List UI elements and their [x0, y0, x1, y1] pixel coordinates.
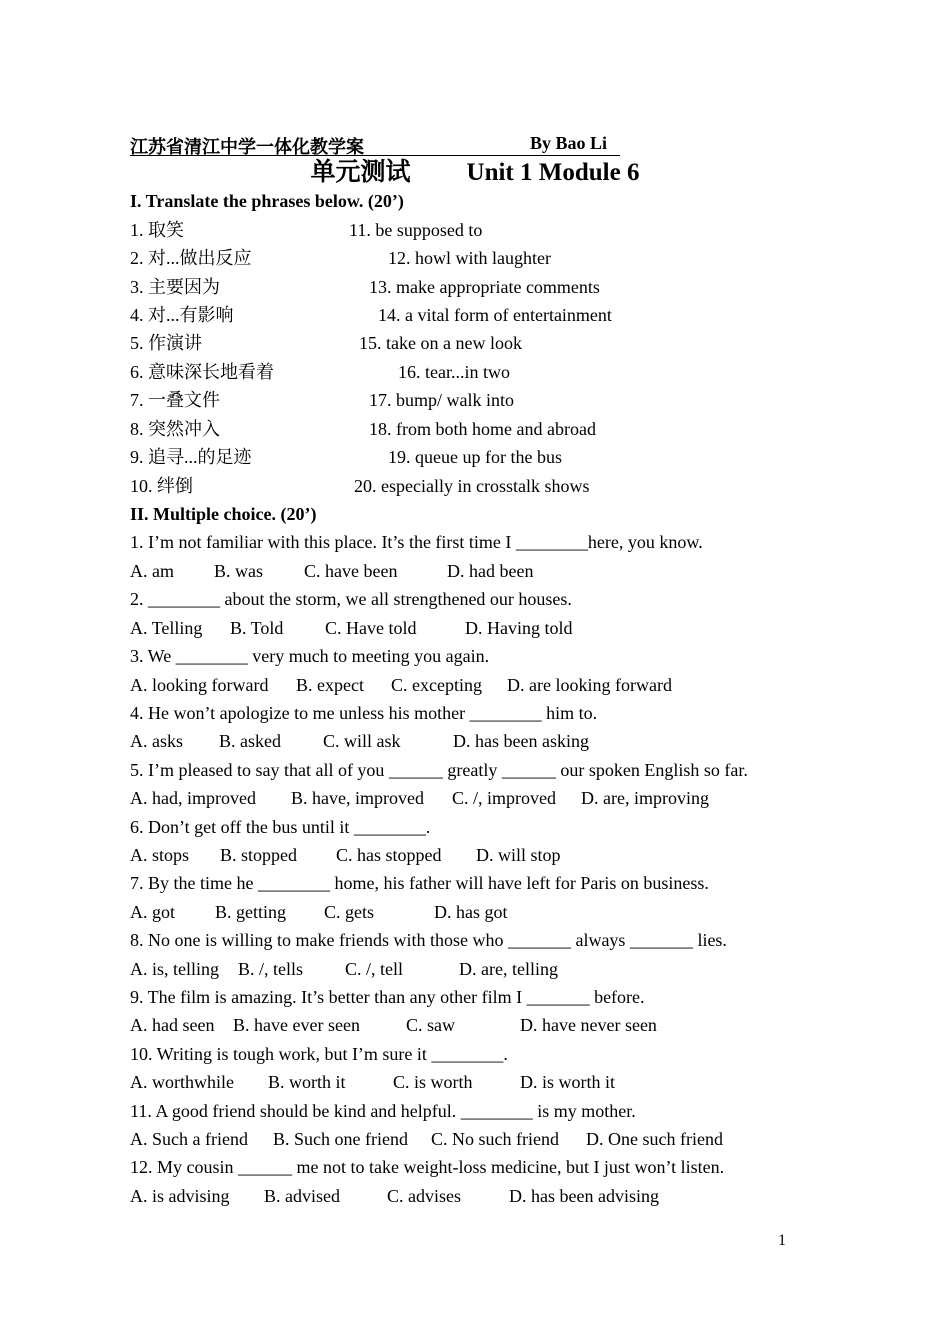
title-en: Unit 1 Module 6 — [466, 159, 640, 186]
phrase-item: 1. 取笑 — [130, 220, 184, 240]
phrase-item: 6. 意味深长地看着 — [130, 362, 274, 382]
section-2-heading: II. Multiple choice. (20’) — [130, 504, 317, 524]
option: B. advised — [264, 1186, 340, 1206]
option: D. are looking forward — [507, 675, 672, 695]
option: D. are, telling — [459, 959, 558, 979]
option: B. have ever seen — [233, 1015, 360, 1035]
option: C. has stopped — [336, 845, 442, 865]
option: B. expect — [296, 675, 364, 695]
option: C. advises — [387, 1186, 461, 1206]
option: A. had, improved — [130, 788, 256, 808]
option: A. stops — [130, 845, 190, 865]
phrase-item: 12. howl with laughter — [388, 248, 551, 268]
option: D. has been advising — [509, 1186, 659, 1206]
phrase-item: 15. take on a new look — [359, 333, 522, 353]
phrase-item: 8. 突然冲入 — [130, 419, 220, 439]
option: D. have never seen — [520, 1015, 657, 1035]
option: B. asked — [219, 731, 281, 751]
page-title — [0, 157, 950, 189]
option: D. will stop — [476, 845, 561, 865]
option: D. has been asking — [453, 731, 589, 751]
option: C. /, tell — [345, 959, 403, 979]
option: A. Such a friend — [130, 1129, 248, 1149]
option: D. Having told — [465, 618, 573, 638]
option: B. stopped — [220, 845, 298, 865]
option: A. looking forward — [130, 675, 269, 695]
option: C. gets — [324, 902, 375, 922]
option: A. Telling — [130, 618, 203, 638]
option: C. /, improved — [452, 788, 556, 808]
author-name: By Bao Li — [530, 133, 608, 153]
option: D. One such friend — [586, 1129, 723, 1149]
option: A. got — [130, 902, 175, 922]
document-header — [130, 133, 620, 156]
option: C. will ask — [323, 731, 401, 751]
question-text: 3. We ________ very much to meeting you again. — [130, 646, 490, 666]
question-text: 2. ________ about the storm, we all strengthened our houses. — [130, 589, 572, 609]
option: A. had seen — [130, 1015, 215, 1035]
option: B. /, tells — [238, 959, 304, 979]
school-name: 江苏省清江中学一体化教学案 — [130, 137, 364, 157]
phrase-item: 16. tear...in two — [398, 362, 510, 382]
option: B. Such one friend — [273, 1129, 408, 1149]
phrase-item: 20. especially in crosstalk shows — [354, 476, 590, 496]
option: C. is worth — [393, 1072, 473, 1092]
phrase-item: 11. be supposed to — [349, 220, 483, 240]
option: A. is advising — [130, 1186, 230, 1206]
option: C. saw — [406, 1015, 455, 1035]
phrase-item: 3. 主要因为 — [130, 277, 220, 297]
question-text: 8. No one is willing to make friends with those who _______ always _______ lies. — [130, 930, 727, 950]
option: A. asks — [130, 731, 183, 751]
phrase-item: 14. a vital form of entertainment — [378, 305, 612, 325]
option: C. Have told — [325, 618, 417, 638]
phrase-item: 7. 一叠文件 — [130, 390, 220, 410]
title-cn: 单元测试 — [310, 159, 411, 186]
question-text: 11. A good friend should be kind and helpful. ________ is my mother. — [130, 1101, 636, 1121]
option: D. is worth it — [520, 1072, 616, 1092]
option: D. has got — [434, 902, 508, 922]
phrase-item: 19. queue up for the bus — [388, 447, 562, 467]
option: B. Told — [230, 618, 284, 638]
option: A. am — [130, 561, 174, 581]
option: B. getting — [215, 902, 286, 922]
option: C. excepting — [391, 675, 482, 695]
phrase-item: 10. 绊倒 — [130, 476, 193, 496]
option: B. worth it — [268, 1072, 346, 1092]
phrase-item: 9. 追寻...的足迹 — [130, 447, 252, 467]
phrase-item: 13. make appropriate comments — [369, 277, 600, 297]
option: A. is, telling — [130, 959, 219, 979]
question-text: 5. I’m pleased to say that all of you ______ greatly ______ our spoken English so far. — [130, 760, 748, 780]
phrase-item: 2. 对...做出反应 — [130, 248, 252, 268]
question-text: 9. The film is amazing. It’s better than any other film I _______ before. — [130, 987, 645, 1007]
option: B. have, improved — [291, 788, 424, 808]
question-text: 10. Writing is tough work, but I’m sure it ________. — [130, 1044, 508, 1064]
question-text: 4. He won’t apologize to me unless his mother ________ him to. — [130, 703, 598, 723]
option: B. was — [214, 561, 263, 581]
question-text: 7. By the time he ________ home, his father will have left for Paris on business. — [130, 873, 709, 893]
option: D. had been — [447, 561, 534, 581]
option: A. worthwhile — [130, 1072, 234, 1092]
option: C. No such friend — [431, 1129, 559, 1149]
phrase-item: 5. 作演讲 — [130, 333, 202, 353]
question-text: 1. I’m not familiar with this place. It’s the first time I ________here, you know. — [130, 532, 703, 552]
phrase-item: 17. bump/ walk into — [369, 390, 514, 410]
option: D. are, improving — [581, 788, 709, 808]
page-number: 1 — [778, 1232, 786, 1249]
section-1-heading: I. Translate the phrases below. (20’) — [130, 191, 404, 211]
phrase-item: 4. 对...有影响 — [130, 305, 234, 325]
question-text: 12. My cousin ______ me not to take weight-loss medicine, but I just won’t listen. — [130, 1157, 725, 1177]
phrase-item: 18. from both home and abroad — [369, 419, 596, 439]
option: C. have been — [304, 561, 398, 581]
question-text: 6. Don’t get off the bus until it ________. — [130, 817, 431, 837]
